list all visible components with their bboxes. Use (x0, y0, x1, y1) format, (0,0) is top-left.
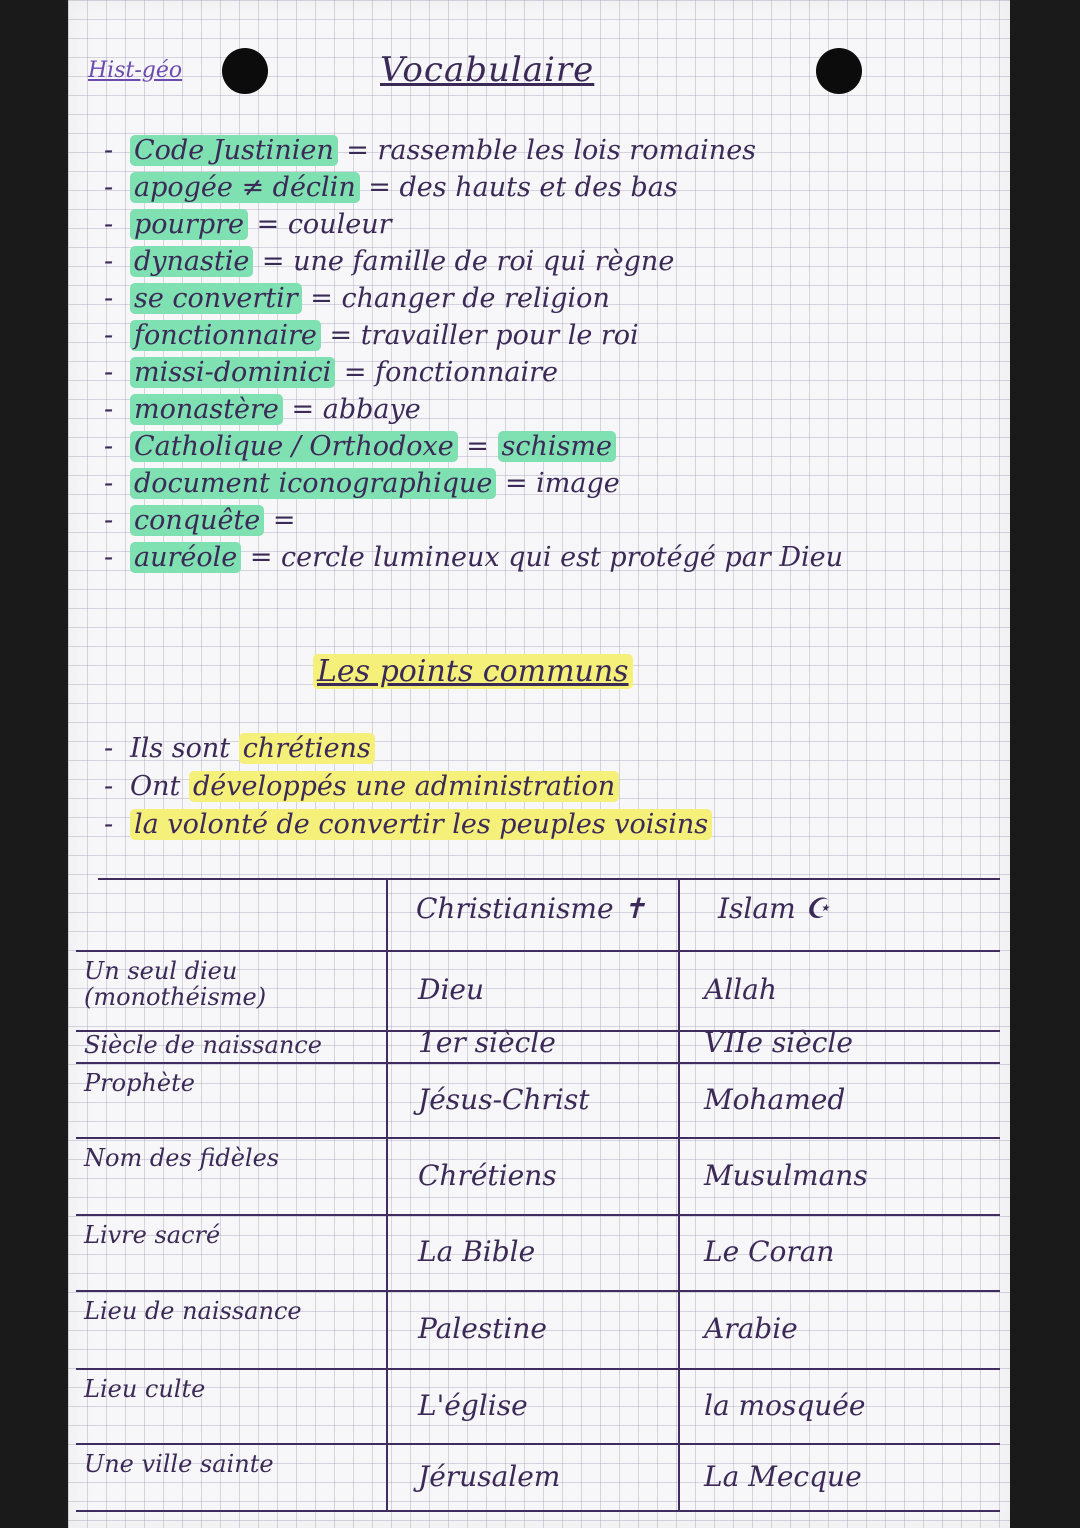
vocab-term: Catholique / Orthodoxe (130, 431, 458, 462)
bullet-dash: - (104, 771, 114, 802)
bullet-dash: - (104, 135, 114, 166)
column-header-christianisme: Christianisme ✝ (416, 892, 646, 925)
row-label: Un seul dieu (monothéisme) (84, 957, 267, 1011)
table-row-line (76, 1368, 1000, 1370)
vocab-term: Code Justinien (130, 135, 338, 166)
row-label: Livre sacré (84, 1221, 221, 1249)
comparison-table (68, 0, 1010, 1528)
table-column-line (386, 878, 388, 1510)
cell-christianisme: La Bible (418, 1235, 536, 1268)
cell-christianisme: Palestine (418, 1312, 547, 1345)
common-point-highlight: chrétiens (239, 733, 375, 764)
vocab-term: fonctionnaire (130, 320, 321, 351)
bullet-dash: - (104, 246, 114, 277)
subject-note: Hist-géo (88, 58, 183, 83)
table-row-line (76, 950, 1000, 952)
bullet-dash: - (104, 542, 114, 573)
vocab-term: conquête (130, 505, 264, 536)
vocab-term: auréole (130, 542, 241, 573)
row-label: Siècle de naissance (84, 1031, 322, 1059)
common-point-text: Ils sont (130, 733, 239, 764)
cell-islam: Le Coran (704, 1235, 835, 1268)
row-label: Nom des fidèles (84, 1144, 280, 1172)
cell-islam: la mosquée (704, 1388, 866, 1422)
vocab-definition: couleur (287, 209, 392, 240)
bullet-dash: - (104, 283, 114, 314)
cell-islam: Musulmans (704, 1158, 868, 1192)
cell-christianisme: 1er siècle (418, 1026, 556, 1059)
vocab-separator: = (457, 431, 498, 462)
vocab-separator: = (264, 505, 296, 536)
common-point-highlight: la volonté de convertir les peuples voisins (130, 809, 712, 840)
vocab-separator: = (359, 172, 400, 203)
vocab-definition: schisme (498, 431, 616, 462)
vocab-definition: fonctionnaire (375, 357, 558, 388)
vocab-definition: des hauts et des bas (399, 172, 678, 203)
row-label: Une ville sainte (84, 1450, 274, 1478)
cell-islam: Mohamed (704, 1082, 846, 1116)
vocab-definition: changer de religion (341, 283, 610, 314)
vocab-term: dynastie (130, 246, 253, 277)
vocab-separator: = (301, 283, 342, 314)
vocab-definition: travailler pour le roi (360, 320, 639, 351)
bullet-dash: - (104, 172, 114, 203)
vocab-definition: abbaye (322, 394, 421, 425)
bullet-dash: - (104, 809, 114, 840)
vocab-term: apogée ≠ déclin (130, 172, 360, 203)
table-row-line (76, 1137, 1000, 1139)
notebook-page (68, 0, 1010, 1528)
vocab-separator: = (337, 135, 378, 166)
bullet-dash: - (104, 431, 114, 462)
vocab-definition: image (536, 468, 620, 499)
vocab-term: pourpre (130, 209, 248, 240)
common-points-title: Les points communs (313, 654, 633, 689)
table-row-line (76, 1214, 1000, 1216)
vocab-definition: une famille de roi qui règne (293, 246, 675, 277)
page-title: Vocabulaire (380, 50, 595, 90)
table-row-line (76, 1510, 1000, 1512)
cell-christianisme: L'église (418, 1388, 528, 1422)
cell-islam: La Mecque (704, 1459, 862, 1493)
bullet-dash: - (104, 320, 114, 351)
vocab-separator: = (496, 468, 537, 499)
table-row-line (76, 1443, 1000, 1445)
vocab-definition: cercle lumineux qui est protégé par Dieu (281, 542, 843, 573)
common-point-highlight: développés une administration (189, 771, 619, 802)
vocab-separator: = (241, 542, 282, 573)
bullet-dash: - (104, 394, 114, 425)
vocab-definition: rassemble les lois romaines (377, 135, 757, 166)
cell-islam: Arabie (704, 1312, 798, 1345)
vocab-term: document iconographique (130, 468, 496, 499)
column-header-islam: Islam ☪ (718, 892, 830, 925)
vocab-term: missi-dominici (130, 357, 335, 388)
bullet-dash: - (104, 357, 114, 388)
row-label: Lieu de naissance (84, 1297, 302, 1325)
row-label: Prophète (84, 1069, 195, 1097)
cell-christianisme: Chrétiens (418, 1158, 557, 1192)
cell-christianisme: Jérusalem (418, 1459, 561, 1493)
table-column-line (678, 878, 680, 1510)
vocab-term: monastère (130, 394, 283, 425)
bullet-dash: - (104, 733, 114, 764)
vocab-separator: = (282, 394, 323, 425)
table-row-line (76, 1062, 1000, 1064)
common-point-text: Ont (130, 771, 189, 802)
vocab-separator: = (253, 246, 294, 277)
table-row-line (98, 878, 1000, 880)
cell-christianisme: Dieu (418, 973, 485, 1006)
cell-islam: Allah (704, 973, 777, 1006)
vocab-separator: = (320, 320, 361, 351)
vocab-separator: = (248, 209, 288, 240)
cell-christianisme: Jésus-Christ (418, 1082, 590, 1116)
vocab-term: se convertir (130, 283, 302, 314)
row-label: Lieu culte (84, 1375, 206, 1403)
cell-islam: VIIe siècle (704, 1026, 853, 1059)
bullet-dash: - (104, 505, 114, 536)
vocab-separator: = (335, 357, 376, 388)
bullet-dash: - (104, 468, 114, 499)
table-row-line (76, 1290, 1000, 1292)
bullet-dash: - (104, 209, 114, 240)
